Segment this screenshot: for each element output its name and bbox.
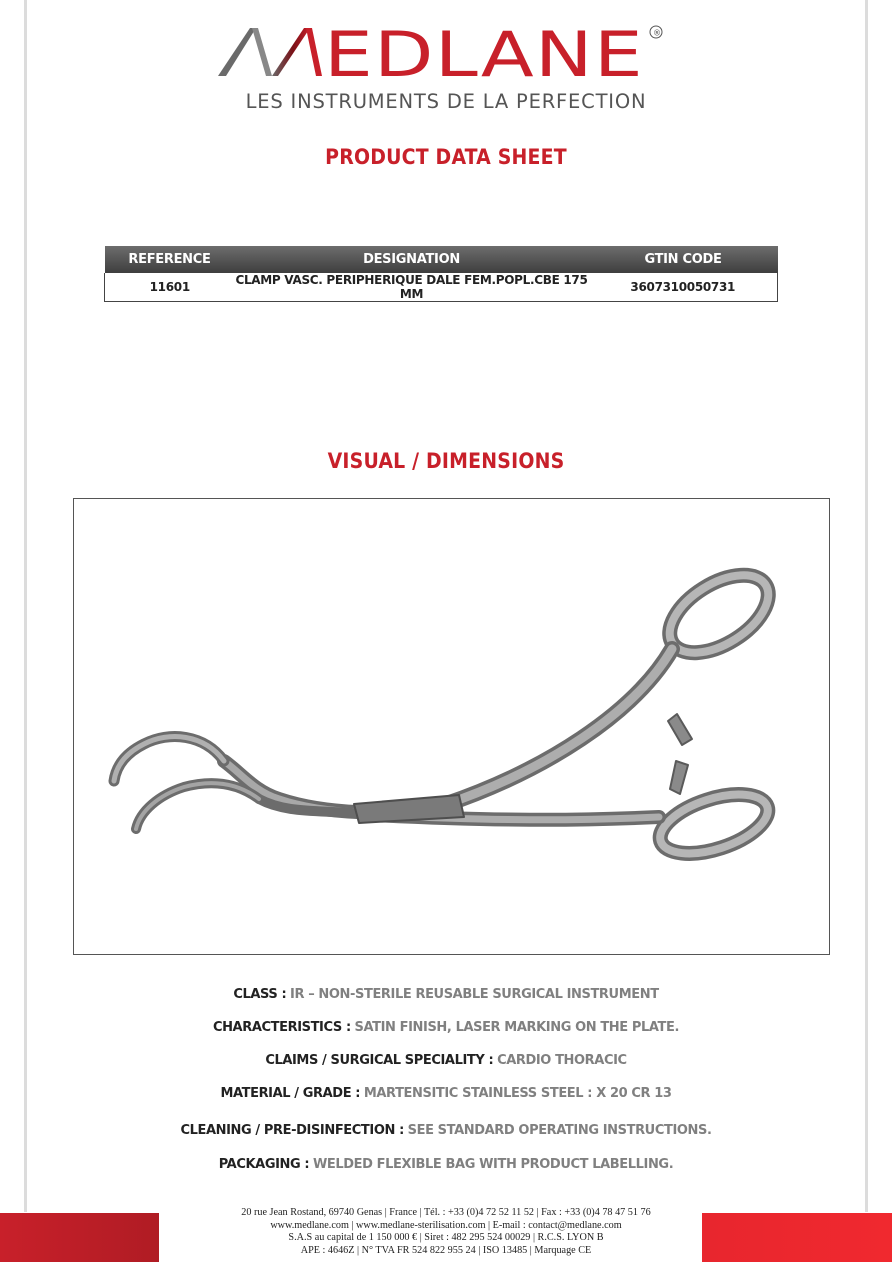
- spec-claims: [0, 1051, 892, 1084]
- spec-list: [0, 985, 892, 1188]
- header-gtin-code: GTIN CODE: [589, 246, 778, 273]
- spec-label: PACKAGING :: [218, 1157, 310, 1172]
- product-reference-table: [104, 246, 778, 302]
- table-row: [105, 273, 778, 302]
- header-reference: REFERENCE: [105, 246, 235, 273]
- spec-packaging: [0, 1155, 892, 1188]
- spec-class: [0, 985, 892, 1018]
- product-data-sheet-title: PRODUCT DATA SHEET: [325, 145, 567, 169]
- footer-address-line: 20 rue Jean Rostand, 69740 Genas | France | Tél. : +33 (0)4 72 52 11 52 | Fax : +33 (0)4 78 47 51 76: [241, 1207, 651, 1218]
- spec-value: WELDED FLEXIBLE BAG WITH PRODUCT LABELLING.: [312, 1157, 674, 1172]
- surgical-clamp-image: [74, 499, 828, 953]
- brand-logo: [0, 20, 892, 82]
- spec-label: CHARACTERISTICS :: [212, 1020, 351, 1035]
- footer-contact-info: [0, 1207, 892, 1257]
- logo-wordmark: EDLANE: [324, 20, 644, 82]
- footer-web-line: www.medlane.com | www.medlane-sterilisation.com | E-mail : contact@medlane.com: [270, 1219, 622, 1231]
- cell-gtin-code: 3607310050731: [589, 273, 778, 302]
- logo-m-mark: [218, 28, 322, 76]
- spec-value: SEE STANDARD OPERATING INSTRUCTIONS.: [407, 1123, 712, 1138]
- visual-dimensions-title: VISUAL / DIMENSIONS: [327, 449, 565, 473]
- table-header-row: [105, 246, 778, 273]
- footer-registration-line: APE : 4646Z | N° TVA FR 524 822 955 24 | ISO 13485 | Marquage CE: [300, 1244, 592, 1256]
- cell-reference: 11601: [105, 273, 235, 302]
- spec-value: MARTENSITIC STAINLESS STEEL : X 20 CR 13: [363, 1086, 672, 1101]
- spec-label: MATERIAL / GRADE :: [220, 1086, 361, 1101]
- product-visual-frame: [73, 498, 830, 955]
- spec-cleaning: [0, 1117, 892, 1155]
- spec-value: IR – NON-STERILE REUSABLE SURGICAL INSTRUMENT: [290, 987, 659, 1002]
- header-designation: DESIGNATION: [235, 246, 589, 273]
- spec-label: CLASS :: [233, 987, 287, 1002]
- spec-value: CARDIO THORACIC: [497, 1053, 627, 1068]
- spec-value: SATIN FINISH, LASER MARKING ON THE PLATE.: [354, 1020, 680, 1035]
- spec-label: CLEANING / PRE-DISINFECTION :: [180, 1123, 404, 1138]
- footer-company-line: S.A.S au capital de 1 150 000 € | Siret : 482 295 524 00029 | R.C.S. LYON B: [288, 1232, 604, 1243]
- registered-mark: ®: [653, 28, 661, 38]
- spec-characteristics: [0, 1018, 892, 1051]
- brand-tagline: LES INSTRUMENTS DE LA PERFECTION: [245, 90, 647, 113]
- spec-label: CLAIMS / SURGICAL SPECIALITY :: [265, 1053, 494, 1068]
- cell-designation: CLAMP VASC. PERIPHERIQUE DALE FEM.POPL.CBE 175 MM: [235, 273, 588, 301]
- spec-material: [0, 1084, 892, 1117]
